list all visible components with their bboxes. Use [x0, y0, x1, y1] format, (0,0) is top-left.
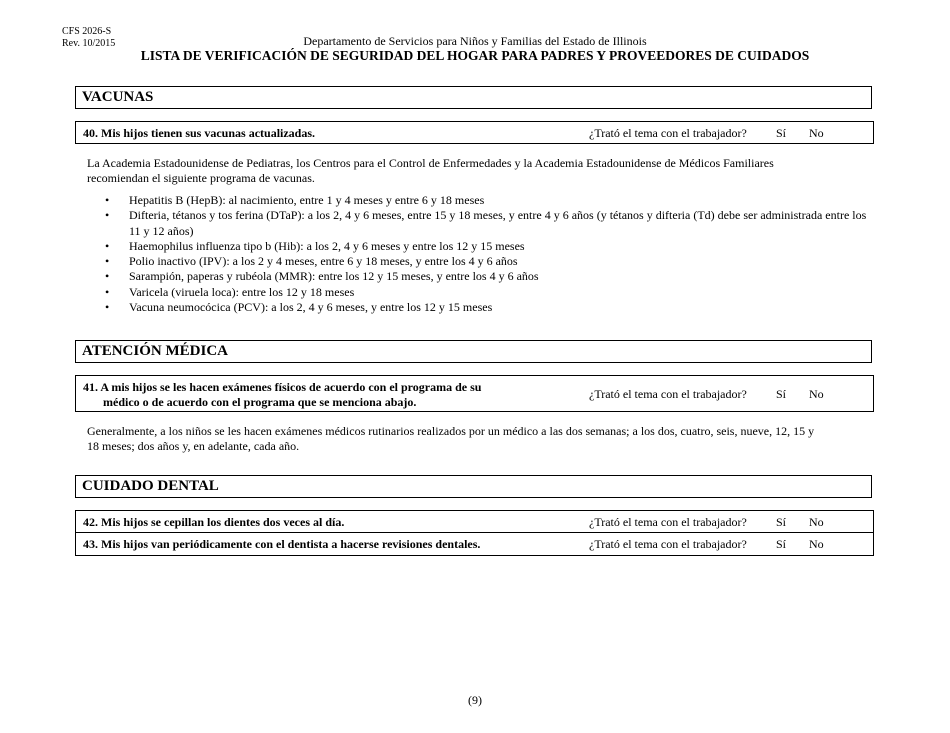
- question-row-41: [75, 375, 874, 412]
- vaccines-intro: [87, 156, 867, 186]
- document-title: LISTA DE VERIFICACIÓN DE SEGURIDAD DEL HOGAR PARA PADRES Y PROVEEDORES DE CUIDADOS: [140, 48, 810, 63]
- vaccine-item-ipv: • Polio inactivo (IPV): a los 2 y 4 meses, entre 6 y 18 meses, y entre los 4 y 6 años: [87, 254, 867, 269]
- vaccines-intro-line-2: recomiendan el siguiente programa de vacunas.: [87, 171, 315, 185]
- question-row-42: [75, 510, 874, 533]
- medical-care-note-line-1: Generalmente, a los niños se les hacen exámenes médicos rutinarios realizados por un médico a las dos semanas; a los dos, cuatro, seis, nueve, 12, 15 y: [87, 424, 815, 438]
- vaccine-item-hepb: • Hepatitis B (HepB): al nacimiento, entre 1 y 4 meses y entre 6 y 18 meses: [87, 193, 867, 208]
- section-heading-dental-care: CUIDADO DENTAL: [75, 475, 872, 498]
- question-43-discussed-label: ¿Trató el tema con el trabajador?: [589, 537, 747, 551]
- question-41-no-option[interactable]: No: [809, 387, 824, 401]
- question-41-yes-option[interactable]: Sí: [776, 387, 787, 401]
- vaccine-item-mmr: • Sarampión, paperas y rubéola (MMR): entre los 12 y 15 meses, y entre los 4 y 6 años: [87, 269, 867, 284]
- medical-care-note-line-2: 18 meses; dos años y, en adelante, cada año.: [87, 439, 300, 453]
- vaccine-item-hib: • Haemophilus influenza tipo b (Hib): a los 2, 4 y 6 meses y entre los 12 y 15 meses: [87, 239, 867, 254]
- question-43-yes-option[interactable]: Sí: [776, 537, 787, 551]
- question-41-discussed-label: ¿Trató el tema con el trabajador?: [589, 387, 747, 401]
- medical-care-note: [87, 424, 867, 454]
- question-row-40: [75, 121, 874, 144]
- vaccines-intro-line-1: La Academia Estadounidense de Pediatras, los Centros para el Control de Enfermedades y la Academia Estadounidense de Médicos Familiares: [87, 156, 774, 170]
- form-revision: Rev. 10/2015: [62, 38, 116, 49]
- form-number: CFS 2026-S: [62, 26, 112, 37]
- section-heading-vaccines: VACUNAS: [75, 86, 872, 109]
- agency-name: Departamento de Servicios para Niños y Familias del Estado de Illinois: [303, 34, 647, 48]
- question-42-no-option[interactable]: No: [809, 515, 824, 529]
- question-40-discussed-label: ¿Trató el tema con el trabajador?: [589, 126, 747, 140]
- vaccine-item-dtap: • Difteria, tétanos y tos ferina (DTaP): a los 2, 4 y 6 meses, entre 15 y 18 meses, y entre 4 y 6 años (y tétanos y difteria (Td) debe ser administrada entre los 11 y 12 años): [87, 208, 867, 239]
- question-row-43: [75, 532, 874, 556]
- question-41-text-line-2: médico o de acuerdo con el programa que se menciona abajo.: [103, 395, 417, 409]
- question-40-text: 40. Mis hijos tienen sus vacunas actualizadas.: [83, 126, 316, 140]
- question-43-no-option[interactable]: No: [809, 537, 824, 551]
- question-42-text: 42. Mis hijos se cepillan los dientes dos veces al día.: [83, 515, 345, 529]
- question-42-yes-option[interactable]: Sí: [776, 515, 787, 529]
- question-40-yes-option[interactable]: Sí: [776, 126, 787, 140]
- vaccine-item-varicella: • Varicela (viruela loca): entre los 12 y 18 meses: [87, 285, 867, 300]
- question-42-discussed-label: ¿Trató el tema con el trabajador?: [589, 515, 747, 529]
- question-41-text-line-1: 41. A mis hijos se les hacen exámenes físicos de acuerdo con el programa de su: [83, 380, 482, 394]
- section-heading-medical-care: ATENCIÓN MÉDICA: [75, 340, 872, 363]
- question-43-text: 43. Mis hijos van periódicamente con el dentista a hacerse revisiones dentales.: [83, 537, 481, 551]
- vaccine-item-pcv: • Vacuna neumocócica (PCV): a los 2, 4 y 6 meses, y entre los 12 y 15 meses: [87, 300, 867, 315]
- page-number: (9): [468, 693, 482, 707]
- question-40-no-option[interactable]: No: [809, 126, 824, 140]
- vaccine-schedule-list: [87, 193, 867, 315]
